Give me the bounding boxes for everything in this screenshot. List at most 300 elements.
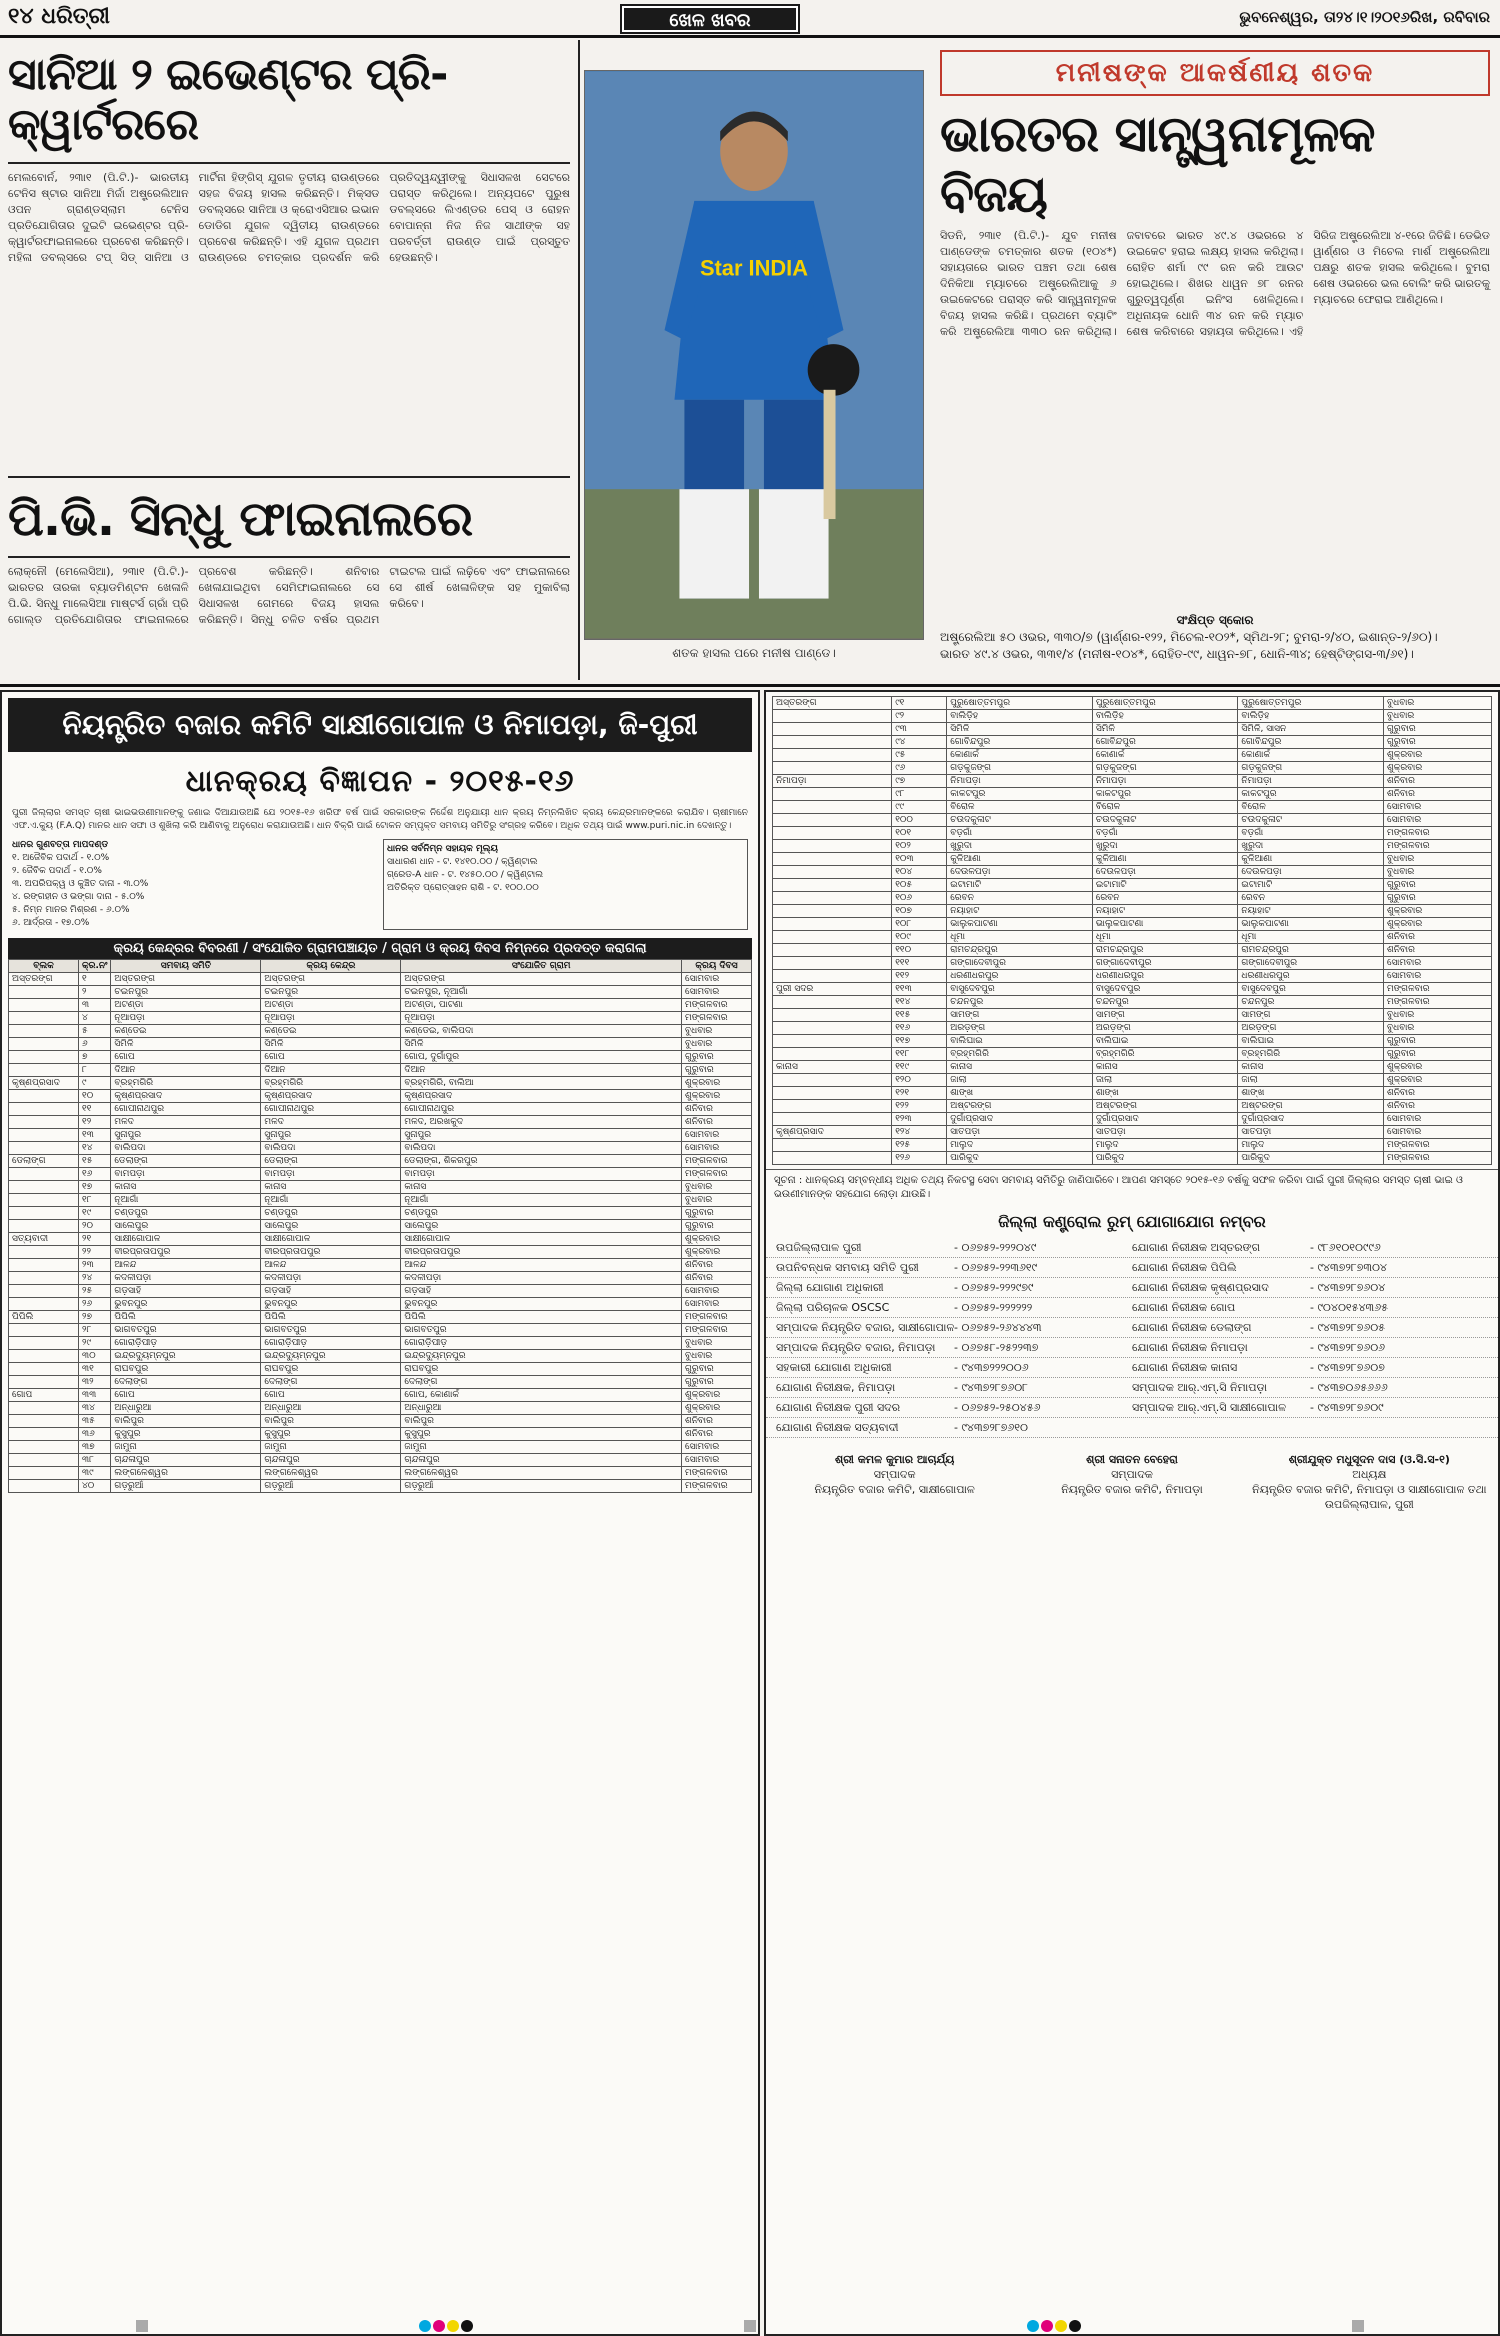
table-cell: ୧୨୨ [892, 1100, 947, 1113]
table-row [9, 1454, 752, 1467]
table-cell: ୨୭ [79, 1311, 111, 1324]
table-cell: କାନାସ [1092, 1061, 1238, 1074]
table-cell [9, 1272, 79, 1285]
table-cell: ୯୬ [892, 762, 947, 775]
table-cell: ବୁଧବାର [1384, 697, 1492, 710]
table-cell [773, 892, 892, 905]
table-cell: ଅଟଣ୍ଡା [111, 999, 261, 1012]
table-cell: ଧରଣୀଧରପୁର [1238, 970, 1384, 983]
table-cell: ୧୧୮ [892, 1048, 947, 1061]
table-cell: ୧୧୭ [892, 1035, 947, 1048]
table-cell: ବାଲିପୁର [111, 1415, 261, 1428]
table-cell [9, 1207, 79, 1220]
table-cell: କୁଳିଆଣା [1092, 853, 1238, 866]
table-row [773, 1126, 1492, 1139]
signature-block [1251, 1452, 1488, 1512]
black-dot [461, 2320, 473, 2332]
table-cell [773, 879, 892, 892]
col-day: କ୍ରୟ ଦିବସ [682, 960, 752, 973]
table-cell: ବୁଧବାର [1384, 1022, 1492, 1035]
quality-item: ୫. ନିମ୍ନ ମାନର ମିଶ୍ରଣ - ୬.୦% [12, 905, 130, 915]
table-cell [773, 801, 892, 814]
table-cell: ଲଙ୍ଗଳେଶ୍ୱର [111, 1467, 261, 1480]
table-header-row [9, 960, 752, 973]
cricketer-photo [584, 70, 924, 640]
table-cell: ଶୁକ୍ରବାର [682, 1402, 752, 1415]
table-cell: ମଙ୍ଗଳବାର [682, 1155, 752, 1168]
table-row [9, 1480, 752, 1493]
table-cell: ଅଟଣ୍ଡା, ପାଟଣା [401, 999, 682, 1012]
contact-cell: ଯୋଗାଣ ନିରୀକ୍ଷକ, ନିମାପଡ଼ା [776, 1381, 896, 1394]
table-cell: ସିମିଳି [947, 723, 1093, 736]
table-cell: କୃଷ୍ଣପ୍ରସାଦ [261, 1090, 401, 1103]
story-india-body: ସିଡନି, ୨୩ା୧ (ପି.ଟି.)- ଯୁବ ମନୀଷ ପାଣ୍ଡେଙ୍କ ଚମତ୍କାର ଶତକ (୧୦୪*) ସହାୟତାରେ ଭାରତ ପଞ୍ଚମ ତଥା ଶେଷ ଦିନିକିଆ ମ୍ୟାଚରେ ଅଷ୍ଟ୍ରେଲିଆକୁ ୬ ଉଇକେଟରେ ପରାସ୍ତ କରି ସାନ୍ତ୍ୱନାମୂଳକ ବିଜୟ ହାସଲ କରିଛି। ପ୍ରଥମେ ବ୍ୟାଟିଂ କରି ଅଷ୍ଟ୍ରେଲିଆ ୩୩୦ ରନ କରିଥିଲା। ଜବାବରେ ଭାରତ ୪୯.୪ ଓଭରରେ ୪ ଉଇକେଟ ହରାଇ ଲକ୍ଷ୍ୟ ହାସଲ କରିଥିଲା। ରୋହିତ ଶର୍ମା ୯୯ ରନ କରି ଆଉଟ ହୋଇଥିଲେ। ଶିଖର ଧାୱନ ୭୮ ରନର ଗୁରୁତ୍ୱପୂର୍ଣ୍ଣ ଇନିଂସ ଖେଳିଥିଲେ। ଅଧିନାୟକ ଧୋନି ୩୪ ରନ କରି ମ୍ୟାଚ ଶେଷ କରିବାରେ ସହାୟତା କରିଥିଲେ। ଏହି ସିରିଜ ଅଷ୍ଟ୍ରେଲିଆ ୪-୧ରେ ଜିତିଛି। ଡେଭିଡ ୱାର୍ଣ୍ଣର ଓ ମିଚେଲ ମାର୍ଶ ଅଷ୍ଟ୍ରେଲିଆ ପକ୍ଷରୁ ଶତକ ହାସଲ କରିଥିଲେ। ବୁମରା ଶେଷ ଓଭରରେ ଭଲ ବୋଲିଂ କରି ଭାରତକୁ ମ୍ୟାଚରେ ଫେରାଇ ଆଣିଥିଲେ। [940, 229, 1490, 338]
table-cell: ଧୂମା [947, 931, 1093, 944]
table-cell [773, 853, 892, 866]
col-block: ବ୍ଲକ [9, 960, 79, 973]
table-cell: ସାକ୍ଷୀଗୋପାଳ [261, 1233, 401, 1246]
table-cell: ନୂଆଗାଁ [111, 1194, 261, 1207]
table-cell: ସୋମବାର [1384, 970, 1492, 983]
contact-row [766, 1378, 1498, 1398]
table-cell: ଶୁକ୍ରବାର [682, 1090, 752, 1103]
table-cell: ବାସୁଦେବପୁର [1092, 983, 1238, 996]
table-cell: ଶନିବାର [1384, 944, 1492, 957]
table-cell [773, 1035, 892, 1048]
signature-org: ନିୟନ୍ତ୍ରିତ ବଜାର କମିଟି, ନିମାପଡ଼ା [1061, 1483, 1203, 1496]
col-villages: ସଂଯୋଜିତ ଗ୍ରାମ [401, 960, 682, 973]
table-cell: ସୋମବାର [682, 973, 752, 986]
table-cell: ଚଣ୍ଡପୁର [401, 1207, 682, 1220]
table-cell: ବାଲିଡ଼ିହ [1092, 710, 1238, 723]
notice-intro: ପୁରୀ ଜିଲ୍ଲାର ସମସ୍ତ ଚାଷୀ ଭାଇଭଉଣୀମାନଙ୍କୁ ଜଣାଇ ଦିଆଯାଉଅଛି ଯେ ୨୦୧୫-୧୬ ଖରିଫ ବର୍ଷ ପାଇଁ ସରକାରଙ୍କ ନିର୍ଦ୍ଦେଶ ଅନୁଯାୟୀ ଧାନ କ୍ରୟ ନିମ୍ନଲିଖିତ କ୍ରୟ କେନ୍ଦ୍ରମାନଙ୍କରେ କରାଯିବ। ଚାଷୀମାନେ ଏଫ.ଏ.କ୍ୟୁ (F.A.Q) ମାନର ଧାନ ସଫା ଓ ଶୁଖିଲା କରି ଆଣିବାକୁ ଅନୁରୋଧ କରାଯାଉଅଛି। ଧାନ ବିକ୍ରି ପାଇଁ ଟୋକନ ସମ୍ପୃକ୍ତ ସମବାୟ ସମିତିରୁ ସଂଗ୍ରହ କରିବେ। ଅଧିକ ତଥ୍ୟ ପାଇଁ www.puri.nic.in ଦେଖନ୍ତୁ। [12, 808, 748, 831]
table-cell: ଚଉଦକୁଳାଟ [1092, 814, 1238, 827]
table-cell: ଶୁକ୍ରବାର [1384, 749, 1492, 762]
table-cell: ୧୦ [79, 1090, 111, 1103]
table-cell: ଗୁରୁବାର [1384, 736, 1492, 749]
table-cell: ଗୋପୀନାଥପୁର [111, 1103, 261, 1116]
table-cell [773, 905, 892, 918]
table-cell: ୧୧୫ [892, 1009, 947, 1022]
table-cell: ବୀରପ୍ରତାପପୁର [261, 1246, 401, 1259]
table-cell: ବଡ଼ଗାଁ [947, 827, 1093, 840]
table-cell [773, 1048, 892, 1061]
table-cell: ଡେଲାଙ୍ଗ [261, 1155, 401, 1168]
contact-row [766, 1398, 1498, 1418]
table-row [773, 749, 1492, 762]
table-wrapper [2, 959, 758, 1493]
contact-row [766, 1318, 1498, 1338]
table-cell: ସିମିଳି [111, 1038, 261, 1051]
table-cell: ଗୁରୁବାର [682, 1207, 752, 1220]
table-cell [773, 788, 892, 801]
table-cell [9, 999, 79, 1012]
table-cell: ୨୪ [79, 1272, 111, 1285]
color-registration-bar [0, 2316, 1500, 2336]
table-cell: ସାତପଡ଼ା [1238, 1126, 1384, 1139]
table-cell: ୨୦ [79, 1220, 111, 1233]
table-row [773, 736, 1492, 749]
table-cell: ୧୦୬ [892, 892, 947, 905]
table-row [9, 1025, 752, 1038]
table-cell: ଇନ୍ଦ୍ରଦ୍ୟୁମ୍ନପୁର [401, 1350, 682, 1363]
table-row [9, 1064, 752, 1077]
table-cell: ମଙ୍ଗଳବାର [1384, 983, 1492, 996]
table-cell: ମଙ୍ଗଳବାର [682, 1168, 752, 1181]
table-cell: ନୂଆଗାଁ [401, 1194, 682, 1207]
table-cell: ଧରଣୀଧରପୁର [947, 970, 1093, 983]
table-cell: ୧୦୯ [892, 931, 947, 944]
table-cell: ୧୧୪ [892, 996, 947, 1009]
table-cell: ଜାଲା [947, 1074, 1093, 1087]
table-cell: ସାମଙ୍ଗ [1092, 1009, 1238, 1022]
table-row [773, 801, 1492, 814]
table-cell: ଅରଡ଼ଙ୍ଗ [1092, 1022, 1238, 1035]
table-cell [9, 1181, 79, 1194]
table-cell: ସିମିଳି [261, 1038, 401, 1051]
table-cell: ୩୦ [79, 1350, 111, 1363]
table-row [9, 1220, 752, 1233]
table-cell: ଶୁକ୍ରବାର [1384, 918, 1492, 931]
table-cell: ଦେଉଳପଡ଼ା [1092, 866, 1238, 879]
table-row [9, 1350, 752, 1363]
table-cell: ଗୁରୁବାର [1384, 723, 1492, 736]
table-cell: ୫ [79, 1025, 111, 1038]
table-cell: ମଳଦ [261, 1116, 401, 1129]
table-cell [773, 1139, 892, 1152]
table-cell: ଶୁକ୍ରବାର [682, 1246, 752, 1259]
table-cell: ବ୍ରହ୍ମଗିରି, ବାଲିଆ [401, 1077, 682, 1090]
table-cell: ଦିଆନ [401, 1064, 682, 1077]
table-cell: ଶନିବାର [682, 1116, 752, 1129]
scorecard [940, 612, 1490, 663]
table-cell: ସୋମବାର [1384, 814, 1492, 827]
magenta-dot [1041, 2320, 1053, 2332]
table-cell: ୬ [79, 1038, 111, 1051]
yellow-dot [447, 2320, 459, 2332]
table-cell [773, 1087, 892, 1100]
signature-role: ସମ୍ପାଦକ [873, 1468, 916, 1481]
contact-cell [1310, 1418, 1488, 1437]
table-cell: ବୁଧବାର [682, 1337, 752, 1350]
table-cell: ଚନ୍ଦନପୁର [947, 996, 1093, 1009]
table-cell: ୩୯ [79, 1467, 111, 1480]
table-cell: ନୂଆପଡ଼ା [261, 1012, 401, 1025]
table-row [773, 1035, 1492, 1048]
table-row [773, 1009, 1492, 1022]
table-wrapper [766, 692, 1498, 1169]
table-row [9, 1363, 752, 1376]
signature-role: ସମ୍ପାଦକ [1111, 1468, 1153, 1481]
dateline: ଭୁବନେଶ୍ୱର, ତା୨୪।୧।୨୦୧୬ରିଖ, ରବିବାର [1239, 8, 1490, 26]
table-cell: ଦେଉଳପଡ଼ା [947, 866, 1093, 879]
table-cell: ଶୁକ୍ରବାର [682, 1233, 752, 1246]
table-cell: ମଳଦ, ଅରଖକୁଦ [401, 1116, 682, 1129]
table-cell: ବାମପଡ଼ା [111, 1168, 261, 1181]
price-item: ଅତିରିକ୍ତ ପ୍ରୋତ୍ସାହନ ରାଶି - ଟ. ୧୦୦.୦୦ [387, 883, 539, 893]
table-cell: ପିପିଲି [9, 1311, 79, 1324]
section-badge: ଖେଳ ଖବର [622, 6, 798, 32]
table-cell: ବାସୁଦେବପୁର [947, 983, 1093, 996]
table-cell: ଆଳନ୍ଦ [401, 1259, 682, 1272]
table-cell: ଗୁରୁବାର [682, 1064, 752, 1077]
table-cell [9, 1337, 79, 1350]
table-cell: ରାଘବପୁର [401, 1363, 682, 1376]
table-row [773, 853, 1492, 866]
table-cell [9, 1428, 79, 1441]
photo-caption: ଶତକ ହାସଲ ପରେ ମନୀଷ ପାଣ୍ଡେ। [672, 646, 836, 660]
table-cell: ରାମଚନ୍ଦ୍ରପୁର [947, 944, 1093, 957]
right-story [930, 40, 1500, 680]
contact-cell: ଯୋଗାଣ ନିରୀକ୍ଷକ ନିମାପଡ଼ା [1132, 1341, 1248, 1354]
table-cell: ଇଟାମାଟି [947, 879, 1093, 892]
table-cell: ଗୋପୀନାଥପୁର [401, 1103, 682, 1116]
table-row [9, 1246, 752, 1259]
table-cell: ବଡ଼ଗାଁ [1092, 827, 1238, 840]
notice-subtitle: ଧାନକ୍ରୟ ବିଜ୍ଞାପନ - ୨୦୧୫-୧୬ [185, 764, 575, 799]
table-cell: ଗଡ଼କୁଜଙ୍ଗ [1092, 762, 1238, 775]
cmyk-swatches [1027, 2320, 1081, 2332]
table-cell: ଗୋବିନ୍ଦପୁର [1238, 736, 1384, 749]
table-cell: ରାମଚନ୍ଦ୍ରପୁର [1092, 944, 1238, 957]
table-cell: ଭାଗବତପୁର [261, 1324, 401, 1337]
table-cell: ୧୧ [79, 1103, 111, 1116]
table-cell: ସୋମବାର [1384, 801, 1492, 814]
table-cell: ଗୋବିନ୍ଦପୁର [1092, 736, 1238, 749]
contacts-list [766, 1238, 1498, 1438]
table-row [773, 892, 1492, 905]
table-cell: କଦଳୀପଡ଼ା [401, 1272, 682, 1285]
table-cell: ଜାଲା [1238, 1074, 1384, 1087]
table-cell [773, 840, 892, 853]
table-cell: ବୁଧବାର [1384, 853, 1492, 866]
table-cell: ସିମିଳି [1092, 723, 1238, 736]
table-cell: ବାସୁଦେବପୁର [1238, 983, 1384, 996]
jersey-text: Star INDIA [699, 255, 809, 281]
contact-cell: ଯୋଗାଣ ନିରୀକ୍ଷକ ସତ୍ୟବାଦୀ [776, 1421, 899, 1434]
contact-row [766, 1418, 1498, 1438]
table-cell [9, 1025, 79, 1038]
table-cell: ବୁଧବାର [682, 1194, 752, 1207]
table-cell: ୧୧୧ [892, 957, 947, 970]
table-cell: ସୋମବାର [682, 986, 752, 999]
table-row [9, 1324, 752, 1337]
table-cell: ଅସ୍ତରଙ୍ଗ [773, 697, 892, 710]
table-cell: ପାରିକୁଦ [947, 1152, 1093, 1165]
table-cell [9, 1246, 79, 1259]
table-cell: ସାତପଡ଼ା [947, 1126, 1093, 1139]
table-cell: ଡେଲାଙ୍ଗ [9, 1155, 79, 1168]
table-cell: ଭୁବନପୁର [261, 1298, 401, 1311]
table-cell: ଚଣ୍ଡପୁର [111, 1207, 261, 1220]
table-cell: ୧୨୩ [892, 1113, 947, 1126]
table-cell: ବୁଧବାର [682, 1181, 752, 1194]
table-cell: ୧୦୫ [892, 879, 947, 892]
table-cell: କୋଣାର୍କ [1238, 749, 1384, 762]
table-cell: ଦେଲାଙ୍ଗ [261, 1376, 401, 1389]
table-cell: ମଳଦ [111, 1116, 261, 1129]
table-cell: ୨୮ [79, 1324, 111, 1337]
table-row [773, 1061, 1492, 1074]
table-cell: ୮ [79, 1064, 111, 1077]
table-cell: ମାଲୁଦ [1092, 1139, 1238, 1152]
story-kicker: ମନୀଷଙ୍କ ଆକର୍ଷଣୀୟ ଶତକ [940, 50, 1490, 96]
col-centre: କ୍ରୟ କେନ୍ଦ୍ର [261, 960, 401, 973]
table-cell: ମଙ୍ଗଳବାର [1384, 840, 1492, 853]
table-row [9, 1142, 752, 1155]
table-row [773, 814, 1492, 827]
table-cell: ୩୩ [79, 1389, 111, 1402]
table-cell: ୨୯ [79, 1337, 111, 1350]
table-cell: ଜାମୁନା [401, 1441, 682, 1454]
story-india-headline: ଭାରତର ସାନ୍ତ୍ୱନାମୂଳକ ବିଜୟ [940, 105, 1375, 223]
table-cell: ୧୧୬ [892, 1022, 947, 1035]
table-cell: ଚଇନପୁର [111, 986, 261, 999]
table-cell [9, 1194, 79, 1207]
table-cell: ଖୁରୁଦା [1238, 840, 1384, 853]
table-cell: ଇଟାମାଟି [1092, 879, 1238, 892]
story-sania-headline: ସାନିଆ ୨ ଇଭେଣ୍ଟର ପ୍ରି-କ୍ୱାର୍ଟରରେ [8, 49, 448, 150]
table-cell: ବାଲିଡ଼ିହ [947, 710, 1093, 723]
signature-block [1013, 1452, 1250, 1512]
table-cell: ୧୧୦ [892, 944, 947, 957]
table-cell [773, 736, 892, 749]
table-cell: ପୁରୀ ସଦର [773, 983, 892, 996]
table-cell: ବ୍ରହ୍ମଗିରି [1238, 1048, 1384, 1061]
table-cell [9, 1324, 79, 1337]
contact-cell: ଯୋଗାଣ ନିରୀକ୍ଷକ କାନାସ [1132, 1361, 1238, 1374]
table-cell: ଚନ୍ଦନପୁର [1092, 996, 1238, 1009]
table-cell [773, 866, 892, 879]
table-cell: ୧୦୪ [892, 866, 947, 879]
table-cell: ଗୁରୁବାର [682, 1376, 752, 1389]
table-cell: ଅଷ୍ଟରଙ୍ଗ [947, 1100, 1093, 1113]
table-cell: କାନାସ [1238, 1061, 1384, 1074]
table-cell: ଦିଆନ [111, 1064, 261, 1077]
table-cell: ୪୦ [79, 1480, 111, 1493]
table-cell: ବୁଧବାର [1384, 866, 1492, 879]
table-cell: ମଙ୍ଗଳବାର [1384, 827, 1492, 840]
table-row [773, 879, 1492, 892]
table-cell: ନୂଆଗାଁ [261, 1194, 401, 1207]
table-cell: ଭାଲୁକପାଟଣା [1092, 918, 1238, 931]
table-cell: ଶନିବାର [1384, 1087, 1492, 1100]
masthead [0, 0, 1500, 38]
table-cell: ସୁନାପୁର [111, 1129, 261, 1142]
contact-cell: - ୦୬୭୫୨-୨୬୪୪୪୩ [954, 1321, 1042, 1334]
table-cell: ମଙ୍ଗଳବାର [1384, 996, 1492, 1009]
table-cell: ଗଙ୍ଗାଦେବୀପୁର [1092, 957, 1238, 970]
story-sania-body: ମେଲବୋର୍ନ, ୨୩ା୧ (ପି.ଟି.)- ଭାରତୀୟ ଟେନିସ ଷ୍ଟାର ସାନିଆ ମିର୍ଜା ଅଷ୍ଟ୍ରେଲିଆନ ଓପନ ଗ୍ରାଣ୍ଡସ୍ଲାମ ଟେନିସ ପ୍ରତିଯୋଗିତାର ଦୁଇଟି ଇଭେଣ୍ଟର ପ୍ରି-କ୍ୱାର୍ଟରଫାଇନାଲରେ ପ୍ରବେଶ କରିଛନ୍ତି। ମହିଳା ଡବଲ୍ସରେ ଟପ୍ ସିଡ୍ ସାନିଆ ଓ ମାର୍ଟିନା ହିଙ୍ଗିସ୍ ଯୁଗଳ ତୃତୀୟ ରାଉଣ୍ଡରେ ସହଜ ବିଜୟ ହାସଲ କରିଛନ୍ତି। ମିକ୍ସଡ ଡବଲ୍ସରେ ସାନିଆ ଓ କ୍ରୋଏସିଆର ଇଭାନ ଡୋଡିଗ ଯୁଗଳ ଦ୍ୱିତୀୟ ରାଉଣ୍ଡରେ ପ୍ରବେଶ କରିଛନ୍ତି। ଏହି ଯୁଗଳ ପ୍ରଥମ ରାଉଣ୍ଡରେ ଚମତ୍କାର ପ୍ରଦର୍ଶନ କରି ପ୍ରତିଦ୍ୱନ୍ଦ୍ୱୀଙ୍କୁ ସିଧାସଳଖ ସେଟରେ ପରାସ୍ତ କରିଥିଲେ। ଅନ୍ୟପଟେ ପୁରୁଷ ଡବଲ୍ସରେ ଲିଏଣ୍ଡର ପେସ୍ ଓ ରୋହନ ବୋପାନ୍ନା ନିଜ ନିଜ ସାଥୀଙ୍କ ସହ ପରବର୍ତ୍ତୀ ରାଉଣ୍ଡ ପାଇଁ ପ୍ରସ୍ତୁତ ହେଉଛନ୍ତି। [8, 171, 570, 264]
table-cell: କାନାସ [773, 1061, 892, 1074]
table-cell [773, 723, 892, 736]
signature-org: ନିୟନ୍ତ୍ରିତ ବଜାର କମିଟି, ନିମାପଡ଼ା ଓ ସାକ୍ଷୀଗୋପାଳ ତଥା ଉପଜିଲ୍ଲାପାଳ, ପୁରୀ [1252, 1483, 1487, 1511]
table-cell [9, 1376, 79, 1389]
price-item: ଗ୍ରେଡ-A ଧାନ - ଟ. ୧୪୫୦.୦୦ / କ୍ୱିଣ୍ଟାଲ [387, 870, 544, 880]
table-cell: ଭୁବନପୁର [401, 1298, 682, 1311]
table-cell: କାନାସ [401, 1181, 682, 1194]
contact-row [766, 1278, 1498, 1298]
table-cell: ୩୪ [79, 1402, 111, 1415]
signature-org: ନିୟନ୍ତ୍ରିତ ବଜାର କମିଟି, ସାକ୍ଷୀଗୋପାଳ [814, 1483, 975, 1496]
table-cell: ଶନିବାର [682, 1103, 752, 1116]
table-cell: କଣ୍ଡେଇ [261, 1025, 401, 1038]
contact-cell: ଯୋଗାଣ ନିରୀକ୍ଷକ ପୁରୀ ସଦର [776, 1401, 901, 1414]
table-cell: ଚନ୍ଦନପୁର [1238, 996, 1384, 1009]
table-row [9, 1402, 752, 1415]
quality-item: ୬. ଆର୍ଦ୍ରତା - ୧୭.୦% [12, 918, 90, 928]
table-cell [9, 1350, 79, 1363]
contact-cell: ସମ୍ପାଦକ ନିୟନ୍ତ୍ରିତ ବଜାର, ନିମାପଡ଼ା [776, 1341, 936, 1354]
table-cell [773, 957, 892, 970]
table-cell: ବିରୋଳ [1092, 801, 1238, 814]
notice-footnote: ସୂଚନା : ଧାନକ୍ରୟ ସମ୍ବନ୍ଧୀୟ ଅଧିକ ତଥ୍ୟ ନିକଟସ୍ଥ ସେବା ସମବାୟ ସମିତିରୁ ଜାଣିପାରିବେ। ଆପଣ ସମସ୍ତେ ୨୦୧୫-୧୬ ବର୍ଷକୁ ସଫଳ କରିବା ପାଇଁ ପୁରୀ ଜିଲ୍ଲାର ସମସ୍ତ ଚାଷୀ ଭାଇ ଓ ଭଉଣୀମାନଙ୍କ ସହଯୋଗ ଲୋଡ଼ା ଯାଉଛି। [766, 1169, 1498, 1206]
table-cell: ବୁଧବାର [682, 1025, 752, 1038]
table-cell: ୧୦୩ [892, 853, 947, 866]
table-cell: ୯୭ [892, 775, 947, 788]
registration-mark [744, 2320, 756, 2332]
table-cell: ସୁନାପୁର [401, 1129, 682, 1142]
contact-row [766, 1338, 1498, 1358]
col-society: ସମବାୟ ସମିତି [111, 960, 261, 973]
table-cell [773, 918, 892, 931]
cricketer-illustration [585, 71, 923, 639]
table-cell: କୋଣାର୍କ [947, 749, 1093, 762]
table-row [773, 1048, 1492, 1061]
quality-item: ୨. ଜୈବିକ ପଦାର୍ଥ - ୧.୦% [12, 866, 102, 876]
table-row [773, 905, 1492, 918]
table-cell: କୁଳିଆଣା [947, 853, 1093, 866]
divider [8, 556, 570, 558]
table-cell: ବ୍ରହ୍ମଗିରି [111, 1077, 261, 1090]
table-cell: ୨୩ [79, 1259, 111, 1272]
left-stories [0, 40, 580, 680]
table-cell: ୧୨ [79, 1116, 111, 1129]
table-cell: ଖୁରୁଦା [1092, 840, 1238, 853]
table-cell: ସୋମବାର [1384, 1126, 1492, 1139]
table-cell: କୃଷ୍ଣପ୍ରସାଦ [401, 1090, 682, 1103]
contact-cell: ଯୋଗାଣ ନିରୀକ୍ଷକ କୃଷ୍ଣପ୍ରସାଦ [1132, 1281, 1269, 1294]
table-cell: ରେବନ [1092, 892, 1238, 905]
cmyk-swatches [419, 2320, 473, 2332]
table-cell: ଶାଙ୍ଖ [947, 1087, 1093, 1100]
table-cell: ବାଲିଘାଇ [1092, 1035, 1238, 1048]
table-cell: ନୟାହାଟ [947, 905, 1093, 918]
contact-cell: ସମ୍ପାଦକ ଆର୍.ଏମ୍.ସି ସାକ୍ଷୀଗୋପାଳ [1132, 1401, 1287, 1414]
table-cell: ୯୧ [892, 697, 947, 710]
table-cell: କାକଟପୁର [947, 788, 1093, 801]
table-cell: କଣ୍ଡେଇ [111, 1025, 261, 1038]
table-cell: ଲଙ୍ଗଳେଶ୍ୱର [261, 1467, 401, 1480]
table-cell: ୭ [79, 1051, 111, 1064]
table-cell: ଭାଲୁକପାଟଣା [1238, 918, 1384, 931]
table-row [9, 1441, 752, 1454]
table-cell: ଅନ୍ଧାରୁଆ [111, 1402, 261, 1415]
table-cell: ୧୦୭ [892, 905, 947, 918]
table-row [9, 1207, 752, 1220]
table-cell: ସାକ୍ଷୀଗୋପାଳ [111, 1233, 261, 1246]
table-cell: ଦେଲାଙ୍ଗ [401, 1376, 682, 1389]
table-cell: ଦିଆନ [261, 1064, 401, 1077]
table-cell: ବଡ଼ଗାଁ [1238, 827, 1384, 840]
table-cell: ଅସ୍ତରଙ୍ଗ [261, 973, 401, 986]
table-cell: ୨ [79, 986, 111, 999]
table-cell: ଗୁରୁବାର [1384, 879, 1492, 892]
table-row [773, 1152, 1492, 1165]
table-row [773, 970, 1492, 983]
table-cell: ଗଡ଼ରୁଆଁ [261, 1480, 401, 1493]
table-cell [773, 749, 892, 762]
